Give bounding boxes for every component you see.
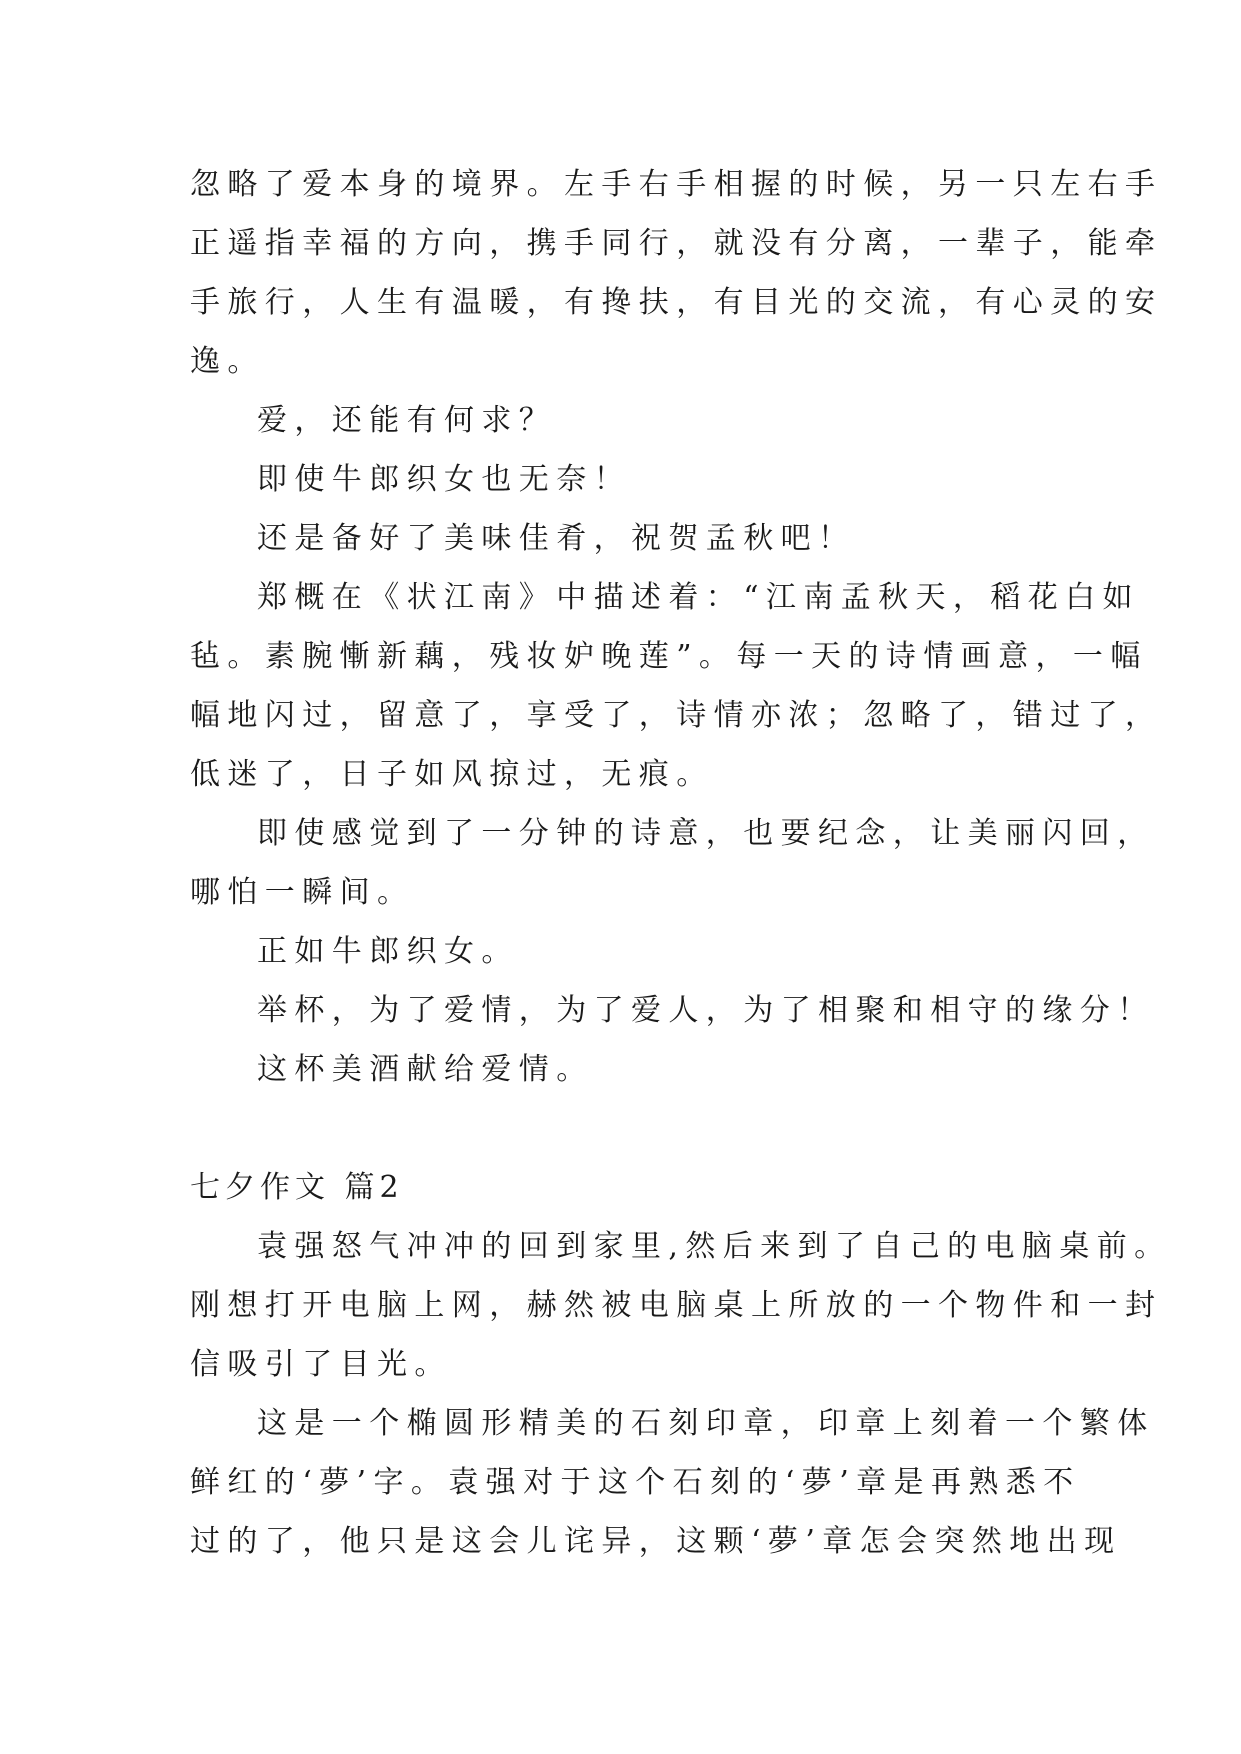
essay-section-1 [190,155,1163,1099]
text-line: 举杯，为了爱情，为了爱人，为了相聚和相守的缘分！ [257,993,1155,1028]
text-line: 过的了，他只是这会儿诧异，这颗‘夢’章怎会突然地出现 [190,1524,1122,1559]
paragraph [190,1040,1060,1099]
text-line: 信吸引了目光。 [190,1347,452,1382]
text-line: 哪怕一瞬间。 [190,875,415,910]
text-line: 袁强怒气冲冲的回到家里,然后来到了自己的电脑桌前。 [257,1229,1172,1264]
section-gap [190,1099,1060,1158]
text-line: 逸。 [190,344,265,379]
text-line: 毡。素腕慚新藕，残妆妒晚莲”。每一天的诗情画意，一幅 [190,639,1148,674]
paragraph [190,568,1163,804]
text-line: 这是一个椭圆形精美的石刻印章，印章上刻着一个繁体 [257,1406,1155,1441]
paragraph [190,804,1155,922]
paragraph [190,1394,1155,1571]
paragraph [190,922,1060,981]
text-line: 手旅行，人生有温暖，有搀扶，有目光的交流，有心灵的安 [190,285,1163,320]
text-line: 即使感觉到了一分钟的诗意，也要纪念，让美丽闪回， [257,816,1155,851]
text-line: 郑概在《状江南》中描述着：“江南孟秋天，稻花白如 [257,580,1140,615]
paragraph [190,450,1060,509]
text-line: 爱，还能有何求？ [257,403,557,438]
document-page [190,155,1172,1571]
text-line: 低迷了，日子如风掠过，无痕。 [190,757,714,792]
section-heading: 七夕作文 篇2 [190,1170,404,1205]
text-line: 正遥指幸福的方向，携手同行，就没有分离，一辈子，能牵 [190,226,1163,261]
essay-section-2 [190,1217,1172,1571]
paragraph [190,981,1155,1040]
text-line: 还是备好了美味佳肴，祝贺孟秋吧！ [257,521,856,556]
text-line: 即使牛郎织女也无奈！ [257,462,631,497]
text-line: 刚想打开电脑上网，赫然被电脑桌上所放的一个物件和一封 [190,1288,1163,1323]
paragraph [190,509,1060,568]
text-line: 正如牛郎织女。 [257,934,519,969]
paragraph [190,155,1163,391]
text-line: 幅地闪过，留意了，享受了，诗情亦浓；忽略了，错过了， [190,698,1163,733]
text-line: 忽略了爱本身的境界。左手右手相握的时候，另一只左右手 [190,167,1163,202]
paragraph [190,1217,1172,1394]
text-line: 鲜红的‘夢’字。袁强对于这个石刻的‘夢’章是再熟悉不 [190,1465,1081,1500]
text-line: 这杯美酒献给爱情。 [257,1052,594,1087]
paragraph [190,391,1060,450]
